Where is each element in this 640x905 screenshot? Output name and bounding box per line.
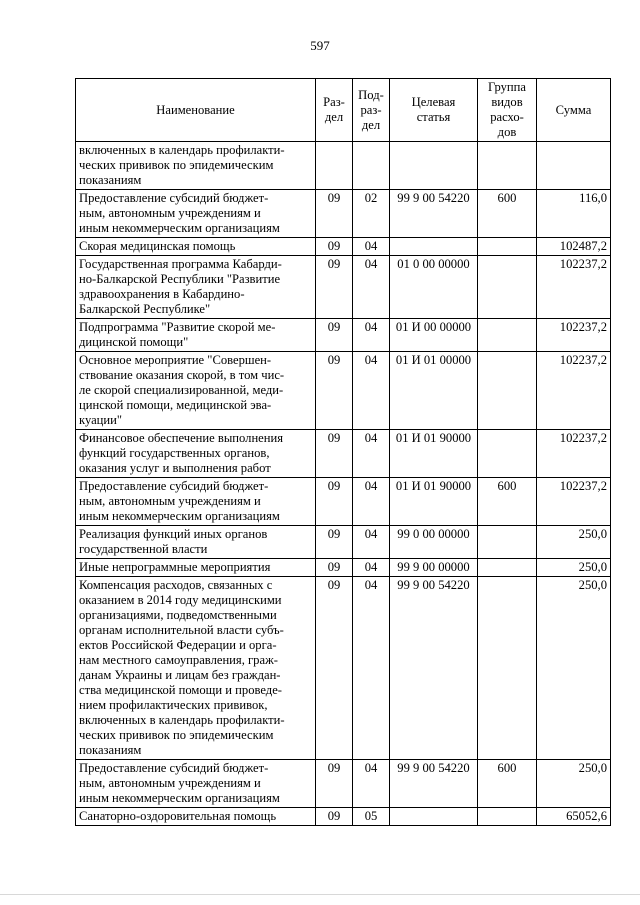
table-row (76, 352, 611, 430)
budget-table (75, 78, 611, 826)
cell-name: Основное мероприятие "Совершен- ствование оказания скорой, в том чис- ле скорой специализированной, меди- цинской помощи, медицинской эва- куации" (76, 352, 316, 430)
cell-group: 600 (478, 760, 537, 808)
cell-subsection: 04 (353, 430, 390, 478)
cell-group (478, 142, 537, 190)
header-section: Раз- дел (316, 79, 353, 142)
cell-group (478, 577, 537, 760)
table-row (76, 430, 611, 478)
cell-section (316, 142, 353, 190)
cell-subsection (353, 142, 390, 190)
cell-sum: 116,0 (537, 190, 611, 238)
cell-section: 09 (316, 526, 353, 559)
cell-target (390, 142, 478, 190)
scan-edge-line (0, 894, 640, 895)
cell-name: Иные непрограммные мероприятия (76, 559, 316, 577)
cell-target: 01 И 00 00000 (390, 319, 478, 352)
cell-sum: 250,0 (537, 526, 611, 559)
cell-target: 01 И 01 90000 (390, 478, 478, 526)
cell-group (478, 352, 537, 430)
header-sum: Сумма (537, 79, 611, 142)
cell-section: 09 (316, 238, 353, 256)
cell-name: Реализация функций иных органов государственной власти (76, 526, 316, 559)
cell-section: 09 (316, 559, 353, 577)
cell-sum: 250,0 (537, 760, 611, 808)
table-row (76, 238, 611, 256)
cell-sum: 102237,2 (537, 352, 611, 430)
header-target: Целевая статья (390, 79, 478, 142)
table-body (76, 142, 611, 826)
cell-target: 99 9 00 54220 (390, 760, 478, 808)
cell-name: Скорая медицинская помощь (76, 238, 316, 256)
cell-target: 01 И 01 00000 (390, 352, 478, 430)
cell-subsection: 05 (353, 808, 390, 826)
table-row (76, 319, 611, 352)
cell-target: 99 9 00 54220 (390, 577, 478, 760)
cell-target (390, 808, 478, 826)
header-group: Группа видов расхо- дов (478, 79, 537, 142)
cell-subsection: 04 (353, 760, 390, 808)
table-row (76, 559, 611, 577)
table-row (76, 760, 611, 808)
cell-group (478, 808, 537, 826)
cell-section: 09 (316, 760, 353, 808)
cell-name: Предоставление субсидий бюджет- ным, автономным учреждениям и иным некоммерческим организациям (76, 190, 316, 238)
cell-group (478, 256, 537, 319)
cell-sum: 102237,2 (537, 430, 611, 478)
cell-group (478, 430, 537, 478)
header-subsection: Под- раз- дел (353, 79, 390, 142)
cell-target: 01 0 00 00000 (390, 256, 478, 319)
cell-sum: 250,0 (537, 559, 611, 577)
table-header-row (76, 79, 611, 142)
cell-target: 99 9 00 00000 (390, 559, 478, 577)
cell-subsection: 04 (353, 478, 390, 526)
table-row (76, 808, 611, 826)
table-row (76, 526, 611, 559)
cell-sum (537, 142, 611, 190)
cell-name: включенных в календарь профилакти- ческих прививок по эпидемическим показаниям (76, 142, 316, 190)
cell-subsection: 04 (353, 238, 390, 256)
cell-subsection: 04 (353, 319, 390, 352)
cell-target: 99 0 00 00000 (390, 526, 478, 559)
cell-section: 09 (316, 577, 353, 760)
cell-group: 600 (478, 190, 537, 238)
cell-sum: 102237,2 (537, 478, 611, 526)
cell-group (478, 319, 537, 352)
cell-group: 600 (478, 478, 537, 526)
cell-subsection: 04 (353, 559, 390, 577)
cell-section: 09 (316, 808, 353, 826)
header-name: Наименование (76, 79, 316, 142)
cell-sum: 102237,2 (537, 256, 611, 319)
cell-section: 09 (316, 478, 353, 526)
page-number: 597 (310, 38, 330, 53)
cell-subsection: 04 (353, 256, 390, 319)
cell-section: 09 (316, 190, 353, 238)
cell-sum: 102237,2 (537, 319, 611, 352)
cell-section: 09 (316, 256, 353, 319)
cell-sum: 102487,2 (537, 238, 611, 256)
cell-subsection: 02 (353, 190, 390, 238)
cell-group (478, 238, 537, 256)
cell-section: 09 (316, 319, 353, 352)
cell-name: Государственная программа Кабарди- но-Балкарской Республики "Развитие здравоохранения в Кабардино- Балкарской Республике" (76, 256, 316, 319)
table-row (76, 190, 611, 238)
cell-name: Предоставление субсидий бюджет- ным, автономным учреждениям и иным некоммерческим организациям (76, 760, 316, 808)
cell-section: 09 (316, 430, 353, 478)
table-row (76, 478, 611, 526)
cell-subsection: 04 (353, 352, 390, 430)
cell-sum: 250,0 (537, 577, 611, 760)
cell-name: Санаторно-оздоровительная помощь (76, 808, 316, 826)
cell-sum: 65052,6 (537, 808, 611, 826)
cell-target: 01 И 01 90000 (390, 430, 478, 478)
cell-group (478, 526, 537, 559)
cell-name: Компенсация расходов, связанных с оказанием в 2014 году медицинскими организациями, подведомственными органам исполнительной власти субъ- ектов Российской Федерации и орга- нам местного самоуправления, граж- данам Украины и лицам без граждан- ства медицинской помощи и проведе- нием профилактических прививок, включенных в календарь профилакти- ческих прививок по эпидемическим показаниям (76, 577, 316, 760)
cell-subsection: 04 (353, 526, 390, 559)
cell-group (478, 559, 537, 577)
cell-name: Предоставление субсидий бюджет- ным, автономным учреждениям и иным некоммерческим организациям (76, 478, 316, 526)
cell-name: Финансовое обеспечение выполнения функций государственных органов, оказания услуг и выполнения работ (76, 430, 316, 478)
cell-target (390, 238, 478, 256)
cell-name: Подпрограмма "Развитие скорой ме- дицинской помощи" (76, 319, 316, 352)
table-row (76, 256, 611, 319)
table-row (76, 577, 611, 760)
table-row (76, 142, 611, 190)
cell-subsection: 04 (353, 577, 390, 760)
cell-section: 09 (316, 352, 353, 430)
cell-target: 99 9 00 54220 (390, 190, 478, 238)
